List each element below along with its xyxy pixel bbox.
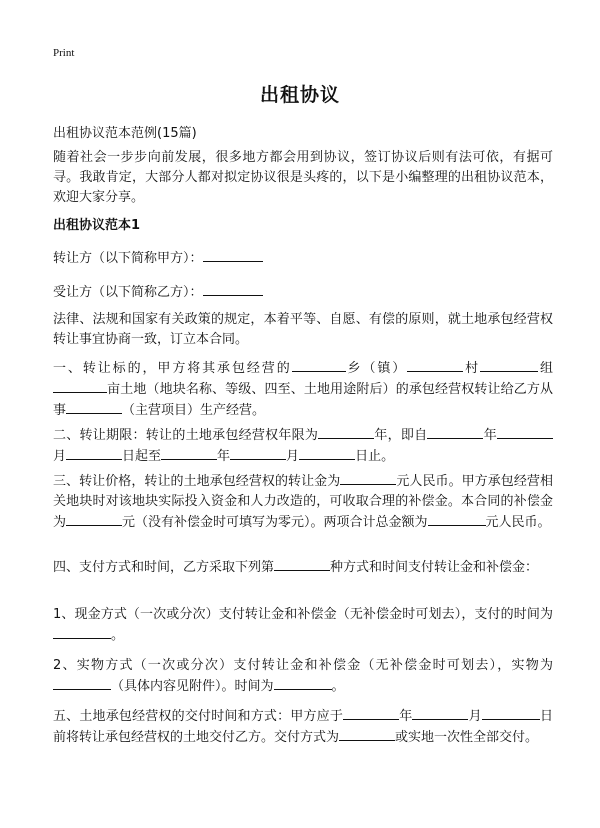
- blank-field: [343, 706, 399, 720]
- blank-field: [203, 282, 263, 296]
- clause-text: 年: [217, 449, 231, 464]
- clause-text: 。: [111, 628, 125, 643]
- clause-2: [53, 425, 553, 467]
- clause-text: 月: [53, 449, 67, 464]
- clause-text: 年: [399, 709, 413, 724]
- blank-field: [340, 471, 396, 485]
- clause-text: 日前将转让承包经营权的土地交付乙方。交付方式为: [53, 709, 553, 745]
- transferee-line: [53, 282, 553, 303]
- clause-text: 种方式和时间支付转让金和补偿金：: [330, 560, 539, 575]
- clause-text: 元人民币。: [485, 515, 551, 530]
- clause-text: 一、转让标的，甲方将其承包经营的: [53, 361, 292, 376]
- clause-text: 四、支付方式和时间，乙方采取下列第: [53, 560, 275, 575]
- clause-1: [53, 358, 553, 421]
- clause-text: 组: [538, 361, 553, 376]
- blank-field: [66, 446, 122, 460]
- clause-text: （具体内容见附件）。时间为: [111, 679, 274, 694]
- blank-field: [161, 446, 217, 460]
- blank-field: [428, 512, 486, 526]
- clause-text: 月: [468, 709, 482, 724]
- clause-text: 。: [331, 679, 345, 694]
- transferee-label: 受让方（以下简称乙方）：: [53, 285, 203, 300]
- clause-text: 村: [463, 361, 481, 376]
- clause-text: （主营项目）生产经营。: [122, 403, 266, 418]
- clause-text: 二、转让期限：转让的土地承包经营权年限为: [53, 428, 319, 443]
- clause-3: [53, 471, 553, 533]
- blank-field: [412, 706, 468, 720]
- clause-text: 日起至: [122, 449, 162, 464]
- intro-paragraph: 随着社会一步步向前发展，很多地方都会用到协议，签订协议后则有法可依，有据可寻。我敢肯定，大部分人都对拟定协议很是头疼的，以下是小编整理的出租协议范本，欢迎大家分享。: [53, 150, 553, 205]
- blank-field: [203, 248, 263, 262]
- blank-field: [66, 400, 122, 414]
- blank-field: [407, 358, 463, 372]
- blank-field: [299, 446, 355, 460]
- clause-text: 元（没有补偿金时可填写为零元）。两项合计总金额为: [122, 515, 428, 530]
- blank-field: [53, 676, 111, 690]
- blank-field: [230, 446, 286, 460]
- blank-field: [318, 425, 374, 439]
- blank-field: [292, 358, 346, 372]
- blank-field: [274, 676, 332, 690]
- clause-text: 乡（镇）: [345, 361, 408, 376]
- clause-4: [53, 557, 553, 578]
- blank-field: [497, 425, 553, 439]
- blank-field: [339, 727, 395, 741]
- section-heading: 出租协议范本1: [53, 218, 141, 233]
- clause-text: 五、土地承包经营权的交付时间和方式：甲方应于: [53, 709, 344, 724]
- print-link[interactable]: Print: [53, 47, 75, 59]
- clause-text: 月: [286, 449, 300, 464]
- clause-text: 亩土地（地块名称、等级、四至、土地用途附后）的承包经营权转让给乙方从事: [53, 382, 553, 418]
- blank-field: [427, 425, 483, 439]
- clause-text: 年，即自: [374, 428, 428, 443]
- blank-field: [274, 557, 330, 571]
- document-subtitle: 出租协议范本范例(15篇): [53, 126, 197, 141]
- clause-text: 元人民币。甲方承包经营相关地块时对该地块实际投入资金和人力改造的，可收取合理的补偿金。本合同的补偿金为: [53, 474, 553, 530]
- blank-field: [482, 706, 540, 720]
- page-title: 出租协议: [259, 84, 340, 106]
- clause-4-2: [53, 656, 553, 697]
- clause-5: [53, 706, 553, 748]
- clause-text: 三、转让价格，转让的土地承包经营权的转让金为: [53, 474, 341, 489]
- blank-field: [66, 512, 122, 526]
- clause-text: 2、实物方式（一次或分次）支付转让金和补偿金（无补偿金时可划去），实物为: [53, 658, 553, 673]
- transferor-label: 转让方（以下简称甲方）：: [53, 251, 203, 266]
- clause-4-1: [53, 605, 553, 646]
- clause-text: 日止。: [355, 449, 395, 464]
- clause-text: 年: [483, 428, 497, 443]
- preamble-paragraph: 法律、法规和国家有关政策的规定，本着平等、自愿、有偿的原则，就土地承包经营权转让事宜协商一致，订立本合同。: [53, 312, 553, 347]
- blank-field: [53, 625, 111, 639]
- clause-text: 1、现金方式（一次或分次）支付转让金和补偿金（无补偿金时可划去），支付的时间为: [53, 607, 553, 622]
- blank-field: [53, 379, 107, 393]
- transferor-line: [53, 248, 553, 269]
- clause-text: 或实地一次性全部交付。: [395, 730, 539, 745]
- blank-field: [480, 358, 538, 372]
